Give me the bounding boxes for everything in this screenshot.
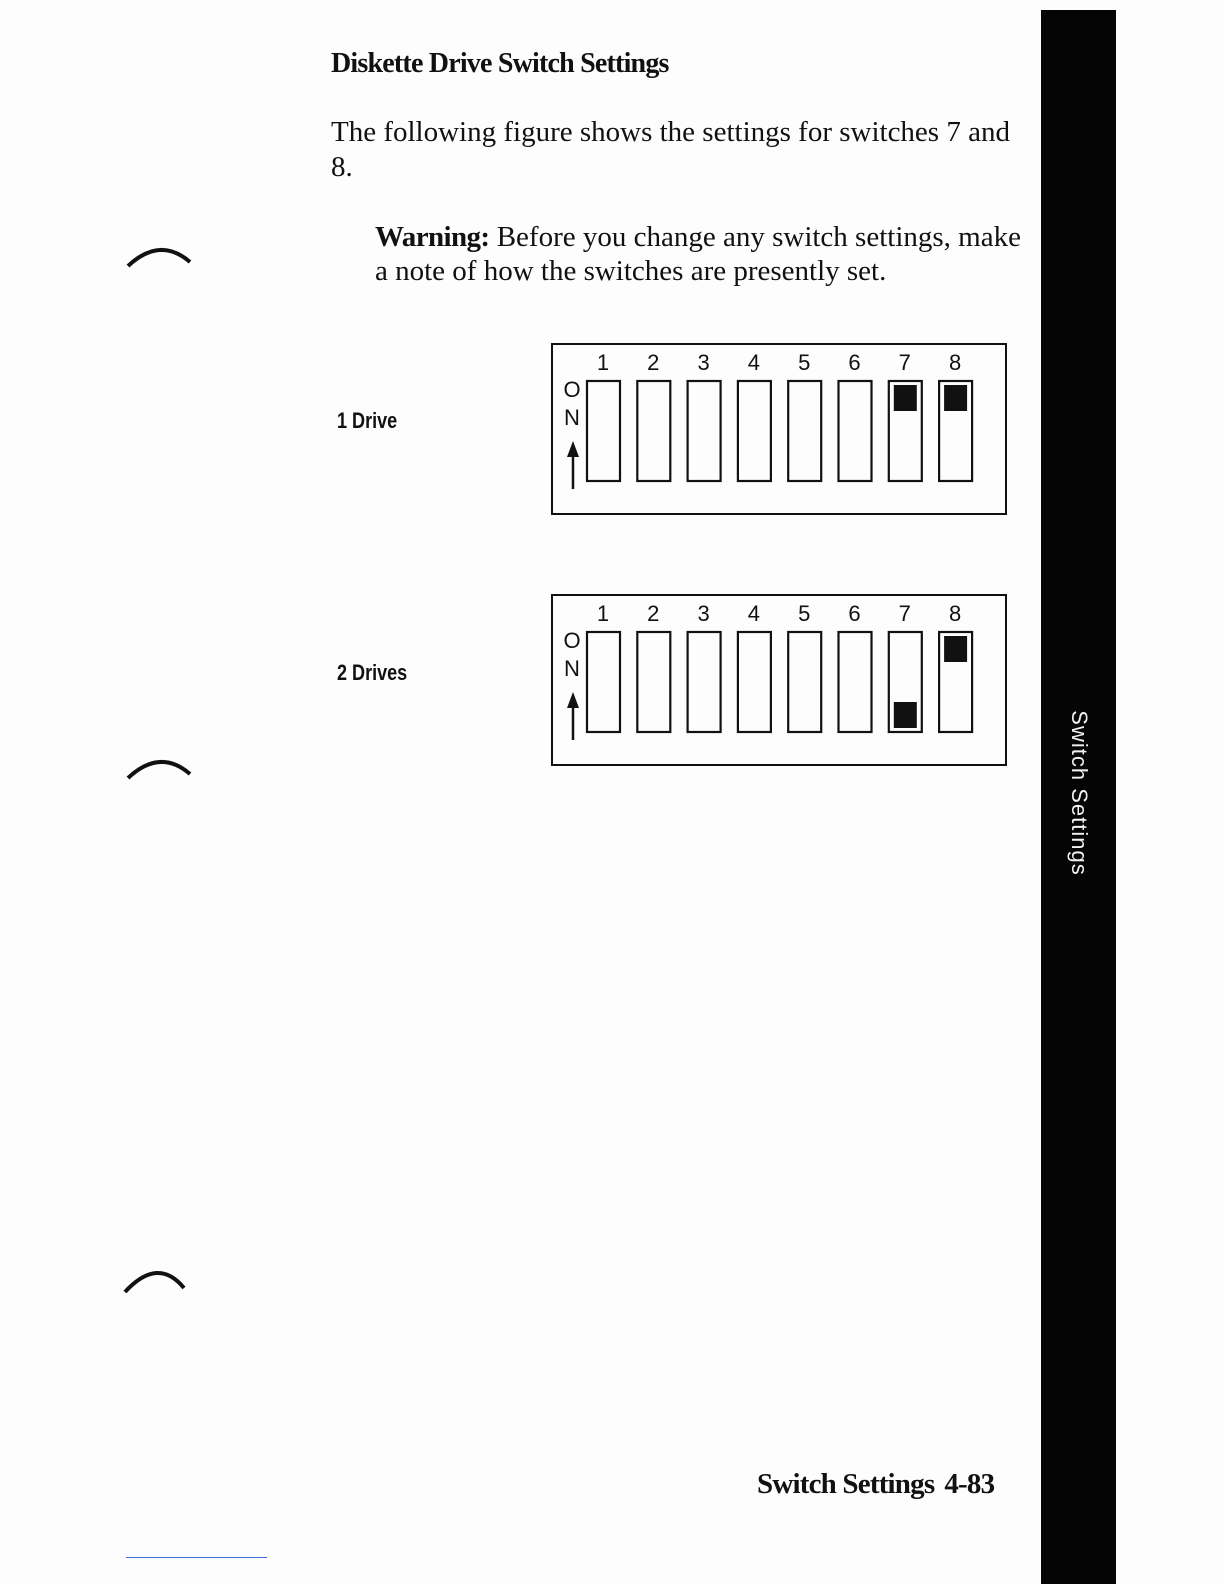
switch-number-5: 5 — [798, 350, 811, 375]
section-tab-label: Switch Settings — [1067, 710, 1092, 876]
switch-slot-1 — [587, 632, 620, 732]
on-label-letter: N — [564, 656, 580, 681]
bottom-rule — [126, 1557, 267, 1558]
warning-text: Before you change any switch settings, make a note of how the switches are presently set. — [375, 221, 1021, 287]
page-footer — [757, 1468, 994, 1501]
on-label-letter: N — [564, 405, 580, 430]
switch-slot-1 — [587, 381, 620, 481]
switch-slot-6 — [839, 632, 872, 732]
switch-slot-2 — [637, 632, 670, 732]
switch-number-3: 3 — [697, 350, 710, 375]
binder-hole-mark — [122, 754, 194, 784]
switch-number-6: 6 — [848, 601, 861, 626]
section-heading: Diskette Drive Switch Settings — [331, 48, 669, 79]
switch-diagram-1-drive — [551, 343, 1007, 515]
figure-label-2-drives: 2 Drives — [337, 660, 408, 685]
switch-number-2: 2 — [647, 601, 660, 626]
warning-note — [375, 220, 1035, 288]
switch-lever-off — [894, 702, 917, 728]
figure-label-1-drive: 1 Drive — [337, 408, 398, 433]
switch-slot-3 — [688, 632, 721, 732]
switch-number-5: 5 — [798, 601, 811, 626]
switch-slot-2 — [637, 381, 670, 481]
switch-slot-5 — [788, 632, 821, 732]
switch-number-4: 4 — [747, 601, 761, 626]
page-number: 4-83 — [944, 1468, 995, 1500]
switch-number-1: 1 — [596, 601, 610, 626]
switch-slot-3 — [688, 381, 721, 481]
on-label-letter: O — [563, 628, 581, 653]
warning-label: Warning: — [375, 221, 490, 253]
on-arrow-head — [567, 441, 579, 457]
switch-slot-4 — [738, 632, 771, 732]
switch-diagram-svg — [553, 345, 1005, 513]
binder-hole-mark — [122, 242, 194, 272]
on-label-letter: O — [563, 377, 581, 402]
switch-diagram-svg — [553, 596, 1005, 764]
switch-slot-5 — [788, 381, 821, 481]
switch-number-7: 7 — [898, 601, 911, 626]
switch-number-8: 8 — [948, 601, 962, 626]
switch-number-2: 2 — [647, 350, 660, 375]
switch-lever-on — [944, 385, 967, 411]
switch-number-3: 3 — [697, 601, 710, 626]
switch-lever-on — [894, 385, 917, 411]
switch-number-8: 8 — [948, 350, 962, 375]
intro-paragraph: The following figure shows the settings for switches 7 and 8. — [331, 116, 1010, 183]
switch-diagram-2-drives — [551, 594, 1007, 766]
switch-lever-on — [944, 636, 967, 662]
switch-number-7: 7 — [898, 350, 911, 375]
switch-number-4: 4 — [747, 350, 761, 375]
switch-number-1: 1 — [596, 350, 610, 375]
on-arrow-head — [567, 692, 579, 708]
switch-slot-6 — [839, 381, 872, 481]
switch-slot-4 — [738, 381, 771, 481]
switch-number-6: 6 — [848, 350, 861, 375]
footer-section: Switch Settings — [757, 1468, 935, 1500]
binder-hole-mark — [122, 1262, 194, 1296]
